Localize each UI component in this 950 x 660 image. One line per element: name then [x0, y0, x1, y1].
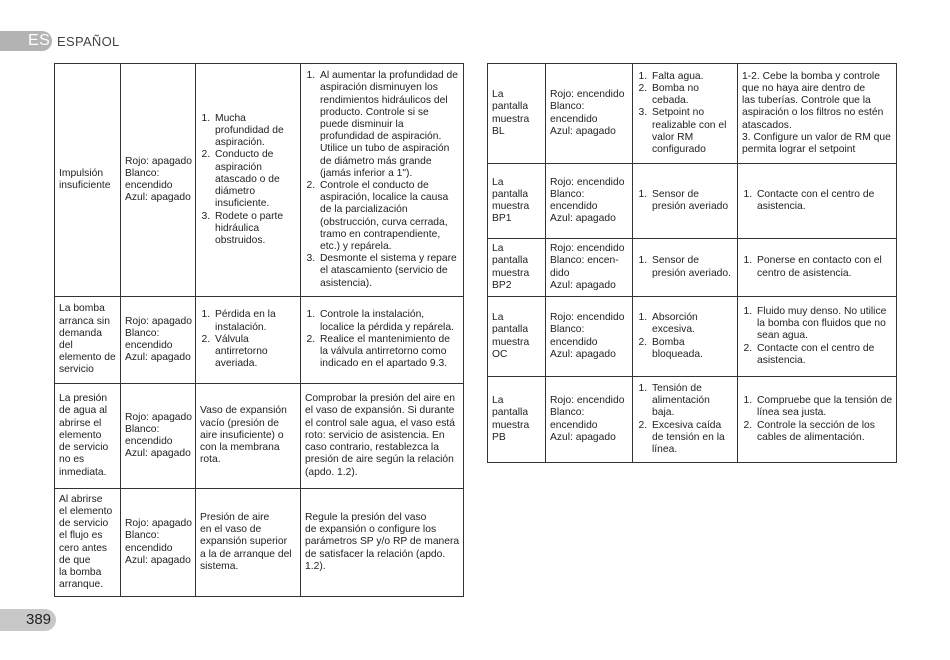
cause-item: 2. Bomba bloqueada. [650, 337, 734, 361]
solution-item: 1. Fluido muy denso. No utilice la bomba con fluidos que no sean agua. [755, 306, 893, 343]
led-status-cell: Rojo: apagado Blanco: encendido Azul: apagado [121, 489, 196, 597]
display-code-cell: La pantalla muestra OC [488, 297, 546, 377]
cause-item: 1. Pérdida en la instalación. [213, 309, 297, 333]
cause-item: 3. Setpoint no realizable con el valor RM configurado [650, 107, 734, 156]
table-row [488, 297, 897, 377]
table-row [488, 377, 897, 463]
solution-cell: Regule la presión del vaso de expansión o configure los parámetros SP y/o RP de manera de satisfacer la relación (apdo. 1.2). [301, 489, 464, 597]
solution-cell [738, 377, 897, 463]
cause-cell: Presión de aire en el vaso de expansión superior a la de arranque del sistema. [196, 489, 301, 597]
led-status-cell: Rojo: encendido Blanco: encendido Azul: apagado [546, 377, 633, 463]
cause-cell [196, 64, 301, 297]
cause-cell: Vaso de expansión vacío (presión de aire insuficiente) o con la membrana rota. [196, 384, 301, 489]
solution-item: 1. Controle la instalación, localice la pérdida y repárela. [318, 309, 460, 333]
language-name: ESPAÑOL [57, 34, 120, 49]
led-status-cell: Rojo: apagado Blanco: encendido Azul: apagado [121, 297, 196, 384]
cause-item: 3. Rodete o parte hidráulica obstruidos. [213, 211, 297, 248]
cause-item: 2. Excesiva caída de tensión en la línea. [650, 420, 734, 457]
display-code-cell: La pantalla muestra BP2 [488, 239, 546, 297]
page-number: 389 [26, 611, 52, 628]
solution-item: 2. Controle el conducto de aspiración, localice la causa de la parcialización (obstrucción, curva cerrada, tramo en contrapendiente, etc.) y repárela. [318, 180, 460, 253]
table-row [488, 239, 897, 297]
language-code: ES [28, 32, 51, 49]
solution-cell [301, 64, 464, 297]
solution-cell [738, 164, 897, 239]
table-row [55, 489, 464, 597]
solution-item: 1. Ponerse en contacto con el centro de asistencia. [755, 255, 893, 279]
cause-cell [633, 164, 738, 239]
solution-item: 2. Controle la sección de los cables de alimentación. [755, 420, 893, 444]
problem-cell: La bomba arranca sin demanda del elemento de servicio [55, 297, 121, 384]
problem-cell: Impulsión insuficiente [55, 64, 121, 297]
solution-item: 2. Realice el mantenimiento de la válvula antirretorno como indicado en el apartado 9.3. [318, 334, 460, 371]
solution-cell: Comprobar la presión del aire en el vaso de expansión. Si durante el control sale agua, el vaso está roto: servicio de asistencia. En caso contrario, restablezca la presión de aire según la relación (apdo. 1.2). [301, 384, 464, 489]
cause-cell [633, 377, 738, 463]
cause-item: 1. Sensor de presión averiado [650, 189, 734, 213]
solution-item: 1. Compruebe que la tensión de línea sea justa. [755, 395, 893, 419]
cause-item: 1. Tensión de alimentación baja. [650, 383, 734, 420]
cause-item: 2. Bomba no cebada. [650, 83, 734, 107]
solution-item: 3. Desmonte el sistema y repare el atascamiento (servicio de asistencia). [318, 253, 460, 290]
cause-item: 1. Mucha profundidad de aspiración. [213, 113, 297, 150]
cause-item: 1. Sensor de presión averiado. [650, 255, 734, 279]
table-row [488, 64, 897, 164]
cause-item: 2. Válvula antirretorno averiada. [213, 334, 297, 371]
display-code-cell: La pantalla muestra PB [488, 377, 546, 463]
troubleshooting-table-right [487, 63, 897, 463]
cause-cell [196, 297, 301, 384]
led-status-cell: Rojo: apagado Blanco: encendido Azul: apagado [121, 64, 196, 297]
cause-item: 2. Conducto de aspiración atascado o de diámetro insuficiente. [213, 149, 297, 210]
led-status-cell: Rojo: encendido Blanco: encen- dido Azul: apagado [546, 239, 633, 297]
led-status-cell: Rojo: apagado Blanco: encendido Azul: apagado [121, 384, 196, 489]
table-row [55, 64, 464, 297]
led-status-cell: Rojo: encendido Blanco: encendido Azul: apagado [546, 64, 633, 164]
led-status-cell: Rojo: encendido Blanco: encendido Azul: apagado [546, 297, 633, 377]
cause-item: 1. Absorción excesiva. [650, 312, 734, 336]
cause-item: 1. Falta agua. [650, 71, 734, 83]
table-row [55, 297, 464, 384]
display-code-cell: La pantalla muestra BP1 [488, 164, 546, 239]
solution-cell [738, 297, 897, 377]
solution-cell [738, 239, 897, 297]
troubleshooting-table-left [54, 63, 464, 597]
problem-cell: La presión de agua al abrirse el elemento de servicio no es inmediata. [55, 384, 121, 489]
cause-cell [633, 297, 738, 377]
table-row [488, 164, 897, 239]
solution-cell: 1-2. Cebe la bomba y controle que no haya aire dentro de las tuberías. Controle que la aspiración o los filtros no estén atascados. 3. Configure un valor de RM que permita lograr el setpoint [738, 64, 897, 164]
solution-item: 2. Contacte con el centro de asistencia. [755, 343, 893, 367]
table-row [55, 384, 464, 489]
solution-cell [301, 297, 464, 384]
solution-item: 1. Al aumentar la profundidad de aspiración disminuyen los rendimientos hidráulicos del producto. Controle si se puede disminuir la profundidad de aspiración. Utilice un tubo de aspiración de diámetro más grande (jamás inferior a 1"). [318, 70, 460, 180]
cause-cell [633, 239, 738, 297]
problem-cell: Al abrirse el elemento de servicio el flujo es cero antes de que la bomba arranque. [55, 489, 121, 597]
led-status-cell: Rojo: encendido Blanco: encendido Azul: apagado [546, 164, 633, 239]
solution-item: 1. Contacte con el centro de asistencia. [755, 189, 893, 213]
display-code-cell: La pantalla muestra BL [488, 64, 546, 164]
cause-cell [633, 64, 738, 164]
